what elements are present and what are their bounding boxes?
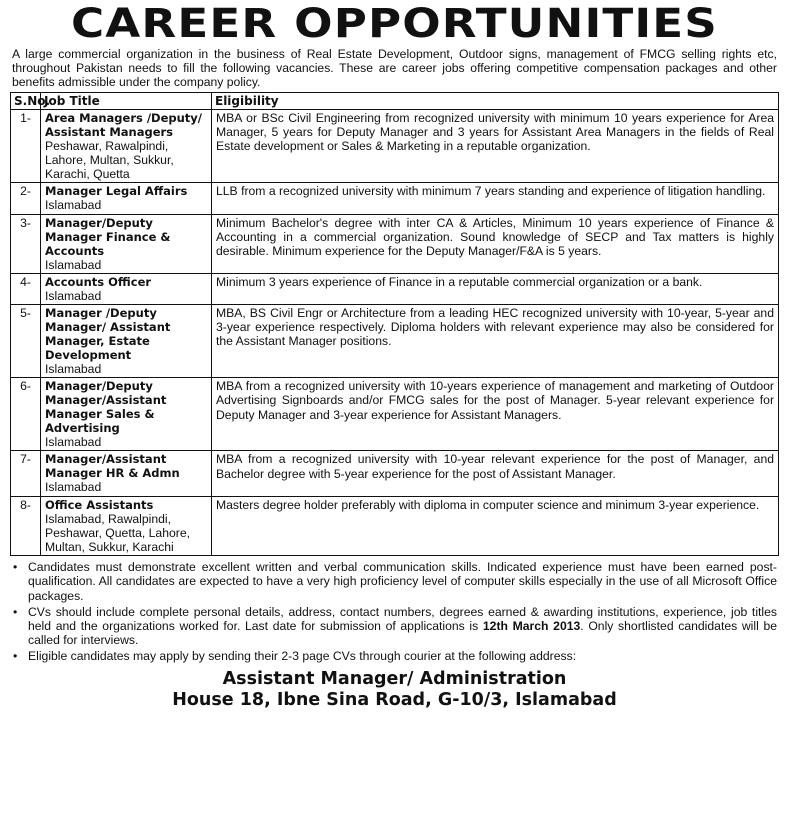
row-job <box>41 214 212 273</box>
bullet-icon: • <box>13 649 18 664</box>
row-eligibility: MBA from a recognized university with 10-year relevant experience for the post of Manager, and Bachelor degree with 5-year experience for the post of Assistant Manager. <box>212 451 779 496</box>
row-job <box>41 305 212 378</box>
job-title: Manager/Deputy Manager/Assistant Manager Sales & Advertising <box>45 379 167 436</box>
table-row <box>11 305 779 378</box>
intro-paragraph: A large commercial organization in the business of Real Estate Development, Outdoor signs, management of FMCG selling rights etc, throughout Pakistan needs to fill the following vacancies. These are career jobs offering competitive compensation packages and other benefits admissible under the company policy. <box>12 47 777 90</box>
job-location: Islamabad <box>45 198 102 213</box>
row-sno: 1- <box>11 109 41 183</box>
row-eligibility: LLB from a recognized university with minimum 7 years standing and experience of litigation handling. <box>212 183 779 214</box>
row-eligibility: MBA, BS Civil Engr or Architecture from a leading HEC recognized university with 10-year, 5-year and 3-year experience respectively. Diploma holders with relevant experience may also be considered for the Assistant Manager positions. <box>212 305 779 378</box>
note-text: Candidates must demonstrate excellent written and verbal communication skills. Indicated experience must have been earned post-qualification. All candidates are expected to have a very high proficiency level of computer skills especially in the use of all Microsoft Office packages. <box>28 560 777 603</box>
job-location: Islamabad <box>45 362 102 377</box>
job-location: Islamabad <box>45 288 102 303</box>
job-title: Manager/Deputy Manager Finance & Accounts <box>45 215 171 258</box>
table-row <box>11 451 779 496</box>
mailing-address <box>10 669 779 711</box>
address-line-1: Assistant Manager/ Administration <box>222 668 567 689</box>
row-sno: 7- <box>11 451 41 496</box>
row-sno: 6- <box>11 378 41 451</box>
row-eligibility: Masters degree holder preferably with diploma in computer science and minimum 3-year experience. <box>212 496 779 556</box>
table-header-row <box>11 92 779 109</box>
job-location: Islamabad, Rawalpindi, Peshawar, Quetta, Lahore, Multan, Sukkur, Karachi <box>45 511 190 555</box>
row-job <box>41 183 212 214</box>
row-sno: 4- <box>11 273 41 304</box>
row-eligibility: Minimum Bachelor's degree with inter CA & Articles, Minimum 10 years experience of Finance & Accounting in a commercial organization. Sound knowledge of SECP and Tax matters is highly desirable. Minimum experience for the Deputy Manager/F&A is 5 years. <box>212 214 779 273</box>
table-row <box>11 378 779 451</box>
header-eligibility: Eligibility <box>212 92 779 109</box>
row-job <box>41 109 212 183</box>
bullet-icon: • <box>13 604 18 619</box>
job-location: Islamabad <box>45 480 102 495</box>
row-job <box>41 378 212 451</box>
row-eligibility: MBA from a recognized university with 10-years experience of management and marketing of Outdoor Advertising Signboards and/or FMCG sales for the post of Manager. 5-year relevant experience for Deputy Manager and 3-year experience for Assistant Managers. <box>212 378 779 451</box>
job-title: Area Managers /Deputy/ Assistant Managers <box>45 110 202 139</box>
job-title: Manager/Assistant Manager HR & Admn <box>45 452 180 481</box>
list-item <box>10 605 779 648</box>
table-row <box>11 109 779 183</box>
table-row <box>11 214 779 273</box>
row-sno: 2- <box>11 183 41 214</box>
header-job-title: Job Title <box>41 92 212 109</box>
list-item <box>10 560 779 603</box>
row-job <box>41 273 212 304</box>
table-row <box>11 183 779 214</box>
row-eligibility: MBA or BSc Civil Engineering from recognized university with minimum 10 years experience for Area Manager, 5 years for Deputy Manager and 3 years for Assistant Area Managers in the fields of Real Estate development or Sales & Marketing in a reputable organization. <box>212 109 779 183</box>
note-text: Eligible candidates may apply by sending their 2-3 page CVs through courier at the following address: <box>28 649 577 664</box>
row-job <box>41 496 212 556</box>
notes-list <box>10 560 779 663</box>
row-sno: 8- <box>11 496 41 556</box>
table-row <box>11 496 779 556</box>
deadline-date: 12th March 2013 <box>482 619 581 634</box>
note-text: CVs should include complete personal details, address, contact numbers, degrees earned & awarding institutions, experience, job titles held and the organizations worked for. Last date for submission of applications is <box>28 604 777 634</box>
job-title: Office Assistants <box>45 497 154 512</box>
page-title: CAREER OPPORTUNITIES <box>71 1 718 47</box>
row-eligibility: Minimum 3 years experience of Finance in a reputable commercial organization or a bank. <box>212 273 779 304</box>
vacancies-table <box>10 92 779 557</box>
job-title: Manager Legal Affairs <box>45 184 188 199</box>
table-row <box>11 273 779 304</box>
job-location: Islamabad <box>45 435 102 450</box>
list-item <box>10 649 779 663</box>
row-job <box>41 451 212 496</box>
job-title: Manager /Deputy Manager/ Assistant Manager, Estate Development <box>45 306 171 363</box>
address-line-2: House 18, Ibne Sina Road, G-10/3, Islamabad <box>172 689 617 710</box>
bullet-icon: • <box>13 560 18 575</box>
job-location: Islamabad <box>45 257 102 272</box>
row-sno: 5- <box>11 305 41 378</box>
header-sno: S.No. <box>11 92 41 109</box>
job-location: Peshawar, Rawalpindi, Lahore, Multan, Sukkur, Karachi, Quetta <box>45 138 174 182</box>
job-title: Accounts Officer <box>45 274 152 289</box>
row-sno: 3- <box>11 214 41 273</box>
note-text: . Only shortlisted candidates will be called for interviews. <box>28 619 778 648</box>
